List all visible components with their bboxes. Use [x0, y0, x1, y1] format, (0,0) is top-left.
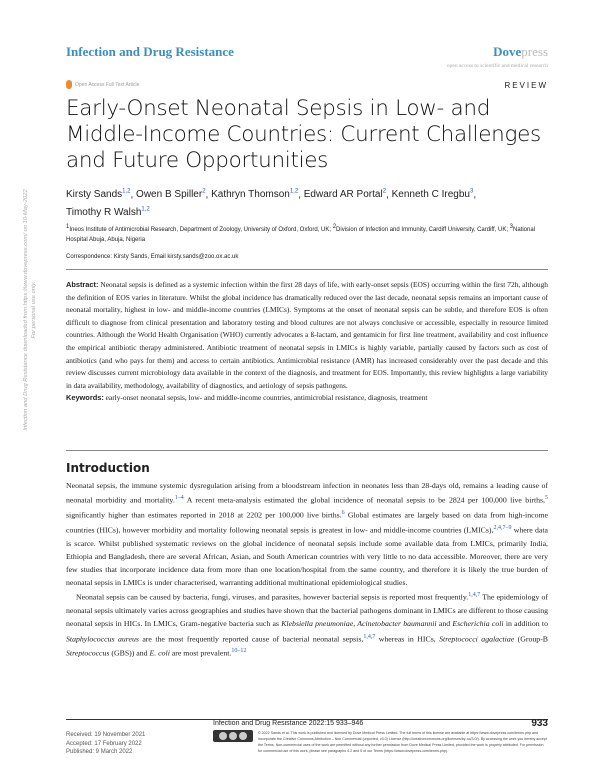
correspondence: Correspondence: Kirsty Sands, Email kirsty.sands@zoo.ox.ac.uk — [66, 254, 239, 260]
author[interactable]: Owen B Spiller$^2$ — [136, 189, 206, 201]
page-number: 933 — [531, 718, 548, 729]
license-text: © 2022 Sands et al. This work is published and licensed by Dove Medical Press Limited. The full terms of this license are available at https://www.dovepress.com/terms.php and incorporate the Creative Commons Attribution – Non Commercial (unported, v3.0) License (http://creativecommons.org/licenses/by-nc/3.0/). By accessing the work you hereby accept the Terms. Non-commercial uses of the work are permitted without any further permission from Dove Medical Press Limited, provided the work is properly attributed. For permission for commercial use of this work, please see paragraphs 4.2 and 5 of our Terms (https://www.dovepress.com/terms.php). — [258, 731, 547, 753]
citation: Infection and Drug Resistance 2022:15 933–946 — [213, 720, 364, 727]
author-list: Kirsty Sands$^{1,2}$, Owen B Spiller$^2$, Kathryn Thomson$^{1,2}$, Edward AR Portal$^2$, Kenneth C Iregbu$^3$, Timothy R Walsh$^{1,2}$ — [66, 189, 477, 218]
logo-dove: Dove — [493, 44, 522, 59]
download-watermark: Infection and Drug Resistance downloaded from https://www.dovepress.com/ on 10-May-2022 For personal use only. — [23, 189, 37, 431]
author[interactable]: Kenneth C Iregbu$^3$ — [391, 189, 474, 201]
author[interactable]: Kirsty Sands$^{1,2}$ — [66, 189, 131, 201]
abstract-text: Neonatal sepsis is defined as a systemic infection within the first 28 days of life, with early-onset sepsis (EOS) occurring within the first 72h, although the definition of EOS varies in literature. Whilst the global incidence has dramatically reduced over the last decade, neonatal sepsis remains an important cause of neonatal mortality, highest in low- and middle-income countries (LMICs). Symptoms at the onset of neonatal sepsis can be subtle, and therefore EOS is often difficult to diagnose from clinical presentation and laboratory testing and blood cultures are not always conclusive or accessible, especially in resource limited countries. Although the World Health Organisation (WHO) currently advocates a ß-lactam, and gentamicin for first line treatment, availability and cost influence the empirical antibiotic therapy administered. Antibiotic treatment of neonatal sepsis in LMICs is highly variable, partially caused by factors such as cost of antibiotics (and who pays for them) and access to certain antibiotics. Antimicrobial resistance (AMR) has increased considerably over the past decade and this review discusses current microbiology data available in the context of the diagnosis, and treatment for EOS. Importantly, this review highlights a large variability in data availability, methodology, availability of diagnostics, and aetiology of sepsis pathogens. — [66, 280, 548, 390]
paragraph: Neonatal sepsis can be caused by bacteria, fungi, viruses, and parasites, however bacterial sepsis is reported most frequently.$^{1,4,7}$ The epidemiology of neonatal sepsis ultimately varies across geographies and studies have shown that the bacterial pathogens dominant in LMICs are different to those causing neonatal sepsis in HICs. In LMICs, Gram-negative bacteria such as Klebsiella pneumoniae, Acinetobacter baumannii and Escherichia coli in addition to Staphylococcus aureus are the most frequently reported cause of bacterial neonatal sepsis,$^{1,4,7}$ whereas in HICs, Streptococci agalactiae (Group-B Streptococcus (GBS)) and E. coli are most prevalent.$^{10-12}$ — [66, 592, 549, 658]
author[interactable]: Kathryn Thomson$^{1,2}$ — [211, 189, 299, 201]
open-access-icon — [66, 80, 72, 89]
cc-license-icon[interactable] — [213, 730, 253, 742]
intro-body — [66, 479, 548, 660]
article-type: REVIEW — [504, 81, 548, 90]
author[interactable]: Edward AR Portal$^2$ — [303, 189, 387, 201]
open-access-label — [66, 80, 139, 89]
keywords-label: Keywords: — [66, 393, 104, 403]
logo-press: press — [521, 44, 548, 59]
article-dates: Received: 19 November 2021 Accepted: 17 February 2022 Published: 9 March 2022 — [66, 732, 146, 755]
journal-name: Infection and Drug Resistance — [66, 44, 234, 59]
section-heading: Introduction — [66, 461, 150, 475]
affiliations: $^1$Ineos Institute of Antimicrobial Research, Department of Zoology, University of Oxford, Oxford, UK; $^2$Division of Infection and Immunity, Cardiff University, Cardiff, UK; $^3$National Hospital Abuja, Abuja, Nigeria — [66, 224, 536, 243]
open-access-text: Open Access Full Text Article — [75, 81, 140, 88]
abstract-label: Abstract: — [66, 280, 99, 289]
divider — [66, 450, 548, 451]
divider — [66, 269, 548, 270]
publisher-tagline: open access to scientific and medical research — [446, 63, 548, 69]
article-title: Early-Onset Neonatal Sepsis in Low- and Middle-Income Countries: Current Challenges and Future Opportunities — [66, 96, 541, 173]
abstract — [66, 279, 548, 405]
keywords-text: early-onset neonatal sepsis, low- and middle-income countries, antimicrobial resistance, diagnosis, treatment — [105, 393, 428, 403]
author[interactable]: Timothy R Walsh$^{1,2}$ — [66, 206, 150, 218]
publisher-logo — [493, 44, 548, 60]
paragraph: Neonatal sepsis, the immune systemic dysregulation arising from a bloodstream infection in neonates less than 28-days old, remains a leading cause of neonatal morbidity and mortality.$^{1-4}$ A recent meta-analysis estimated the global incidence of neonatal sepsis to be 2824 per 100,000 live births,$^5$ significantly higher than estimates reported in 2018 at 2202 per 100,000 live births.$^6$ Global estimates are largely based on data from high-income countries (HICs), however morbidity and mortality following neonatal sepsis is greatest in low- and middle-income countries (LMICs),$^{2,4,7-9}$ where data is scarce. Whilst published systematic reviews on the global incidence of neonatal sepsis include some available data from LMICs, primarily India, Ethiopia and Bangladesh, there are several African, Asian, and South American countries with very little to no data accessible. Moreover, there are very few studies that incorporate incidence data from more than one location/hospital from the same country, and therefore it is likely the true burden of neonatal sepsis in LMICs is under characterised, warranting additional multinational epidemiological studies. — [66, 481, 549, 588]
